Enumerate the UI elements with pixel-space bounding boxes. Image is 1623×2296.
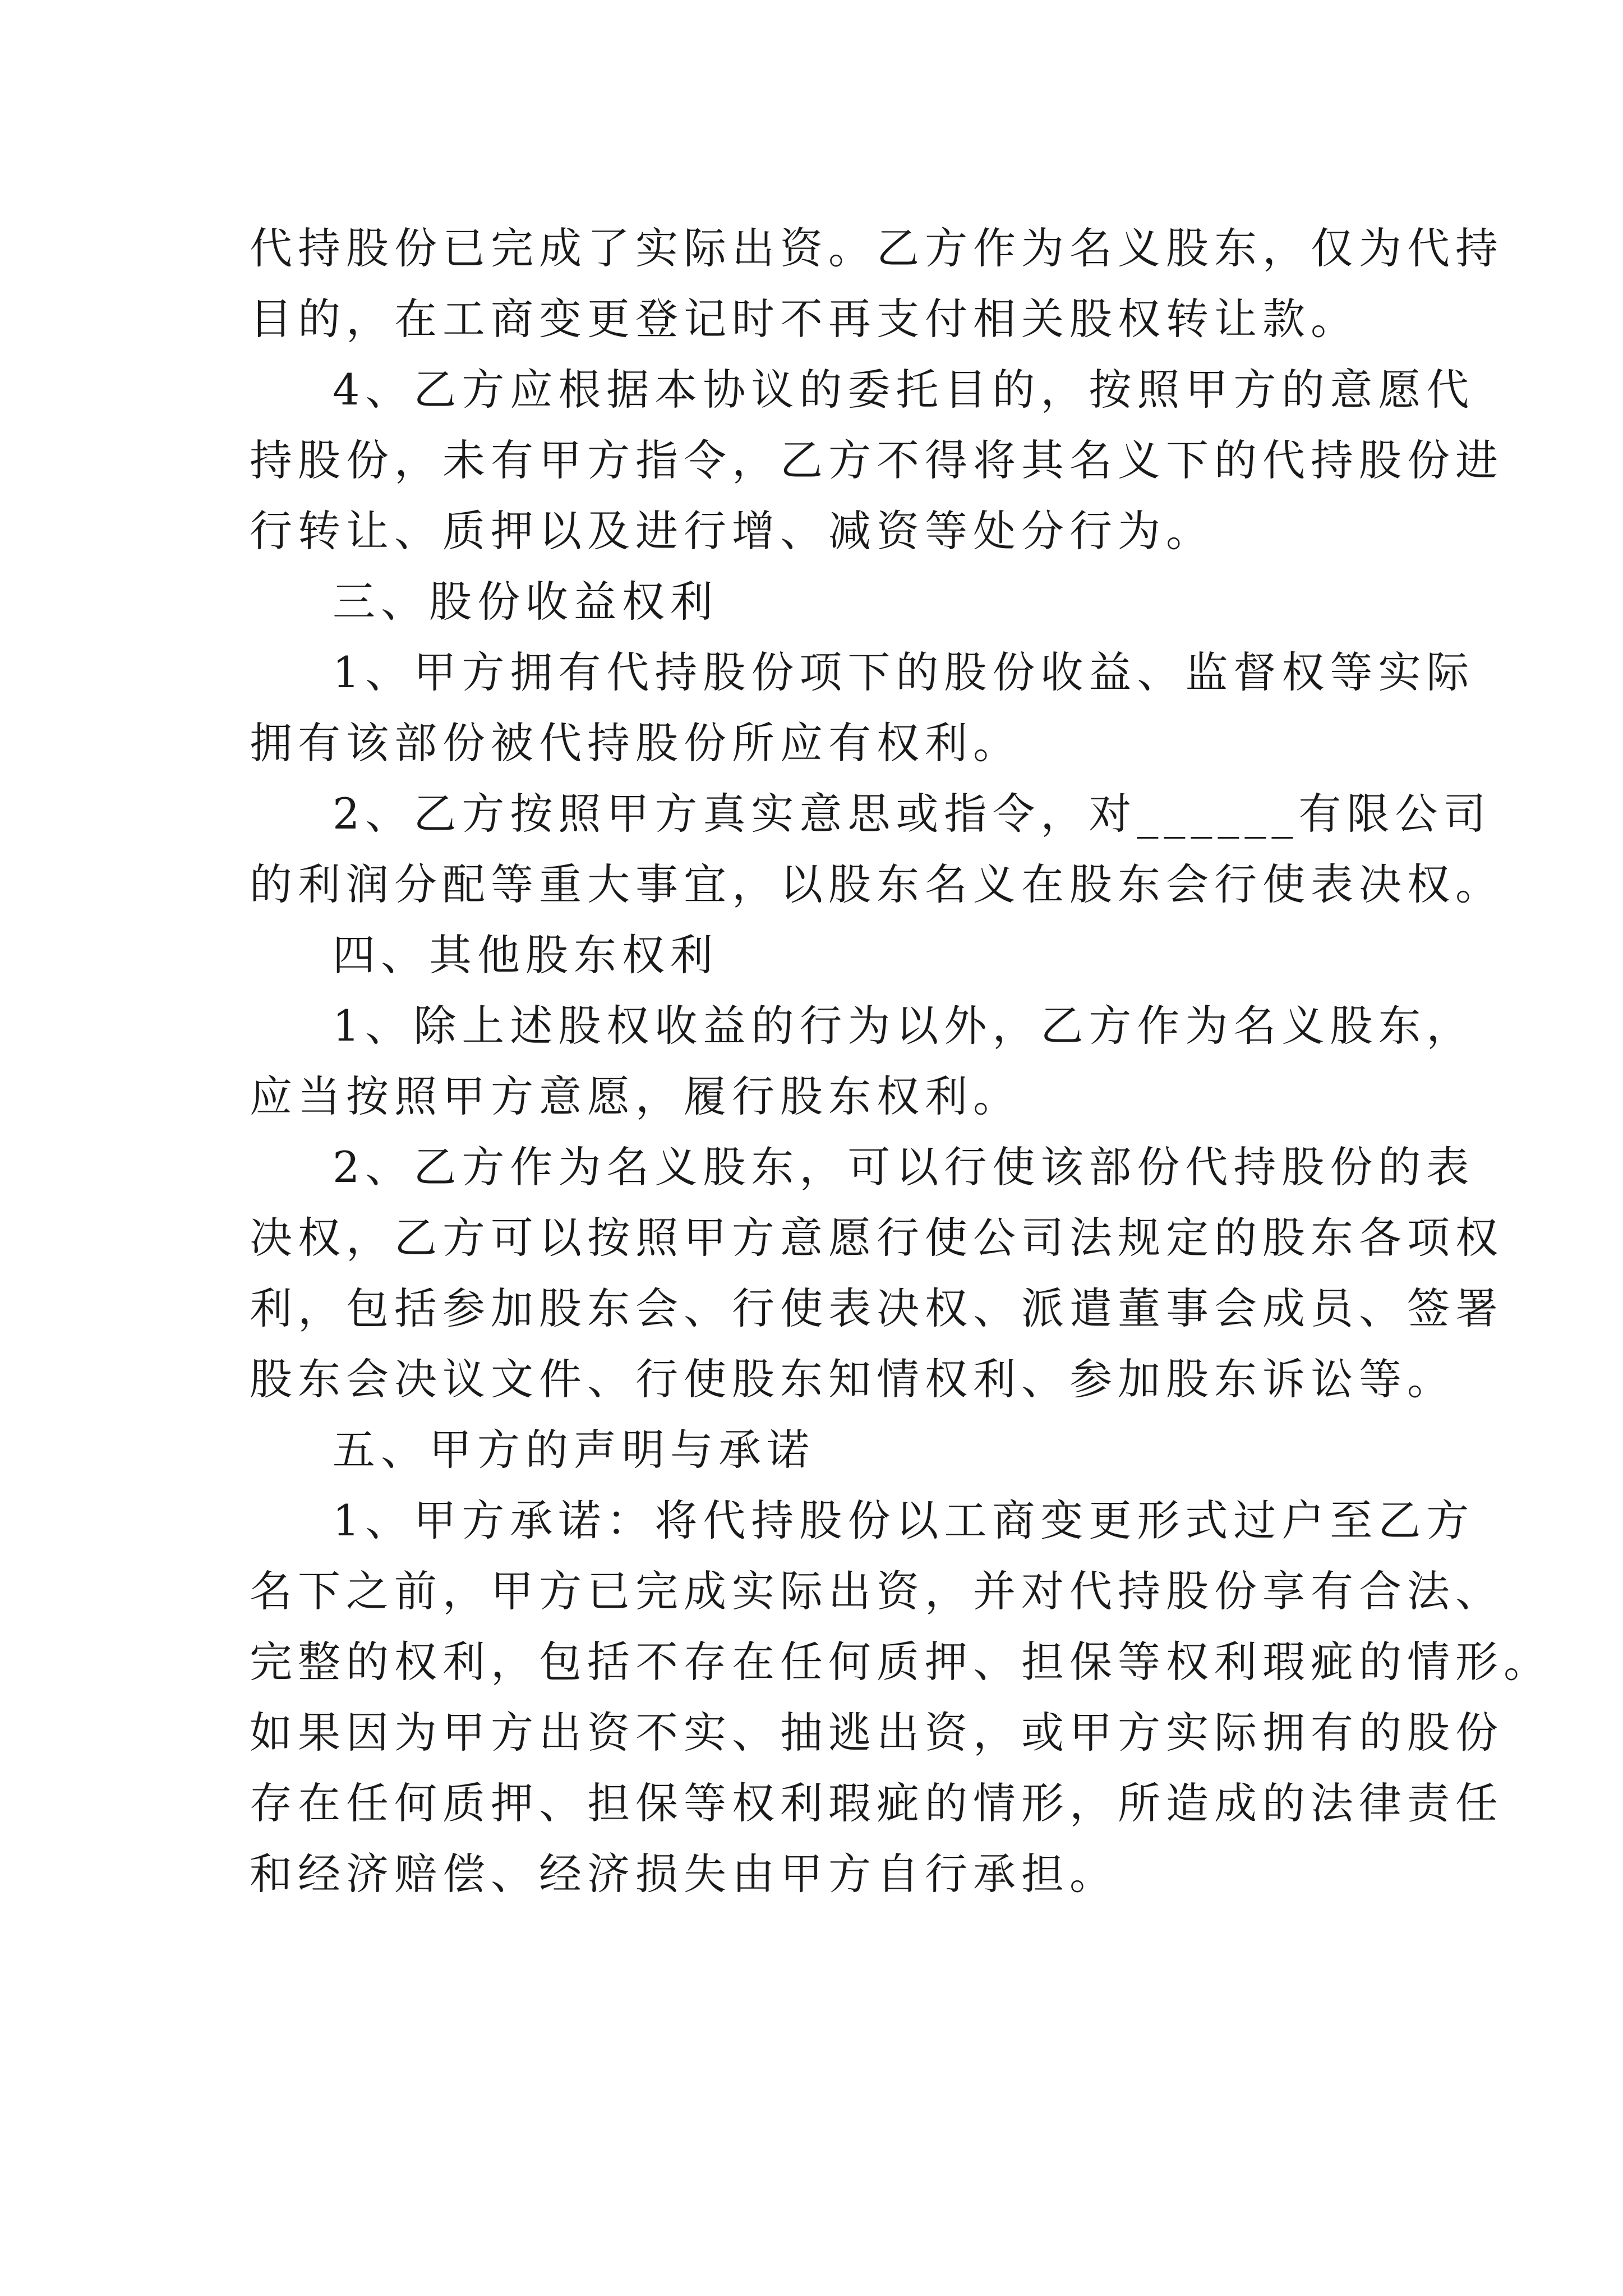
- text-line: 代持股份已完成了实际出资。乙方作为名义股东，仅为代持: [250, 223, 1504, 273]
- text-line: 股东会决议文件、行使股东知情权利、参加股东诉讼等。: [250, 1354, 1455, 1404]
- text-line: 的利润分配等重大事宜，以股东名义在股东会行使表决权。: [250, 859, 1504, 909]
- text-line: 1、除上述股权收益的行为以外，乙方作为名义股东，: [333, 1001, 1475, 1051]
- text-line: 和经济赔偿、经济损失由甲方自行承担。: [250, 1849, 1118, 1899]
- section-heading: 三、股份收益权利: [333, 577, 718, 627]
- text-line: 4、乙方应根据本协议的委托目的，按照甲方的意愿代: [333, 365, 1475, 415]
- section-heading: 四、其他股东权利: [333, 930, 718, 980]
- text-line: 1、甲方拥有代持股份项下的股份收益、监督权等实际: [333, 647, 1475, 697]
- text-line: 决权，乙方可以按照甲方意愿行使公司法规定的股东各项权: [250, 1213, 1504, 1263]
- text-line: 持股份，未有甲方指令，乙方不得将其名义下的代持股份进: [250, 435, 1504, 485]
- text-line: 目的，在工商变更登记时不再支付相关股权转让款。: [250, 294, 1359, 344]
- text-line: 拥有该部份被代持股份所应有权利。: [250, 718, 1021, 768]
- text-line: 2、乙方按照甲方真实意思或指令，对______有限公司: [333, 789, 1492, 839]
- text-line: 应当按照甲方意愿，履行股东权利。: [250, 1071, 1021, 1121]
- text-line: 利，包括参加股东会、行使表决权、派遣董事会成员、签署: [250, 1283, 1504, 1333]
- document-body: [250, 213, 1552, 1910]
- text-line: 1、甲方承诺：将代持股份以工商变更形式过户至乙方: [333, 1496, 1475, 1545]
- text-line: 名下之前，甲方已完成实际出资，并对代持股份享有合法、: [250, 1566, 1504, 1616]
- text-line: 如果因为甲方出资不实、抽逃出资，或甲方实际拥有的股份: [250, 1708, 1504, 1757]
- text-line: 完整的权利，包括不存在任何质押、担保等权利瑕疵的情形。: [250, 1637, 1552, 1687]
- text-line: 2、乙方作为名义股东，可以行使该部份代持股份的表: [333, 1142, 1475, 1192]
- section-heading: 五、甲方的声明与承诺: [333, 1425, 815, 1475]
- text-line: 存在任何质押、担保等权利瑕疵的情形，所造成的法律责任: [250, 1778, 1504, 1828]
- text-line: 行转让、质押以及进行增、减资等处分行为。: [250, 506, 1214, 556]
